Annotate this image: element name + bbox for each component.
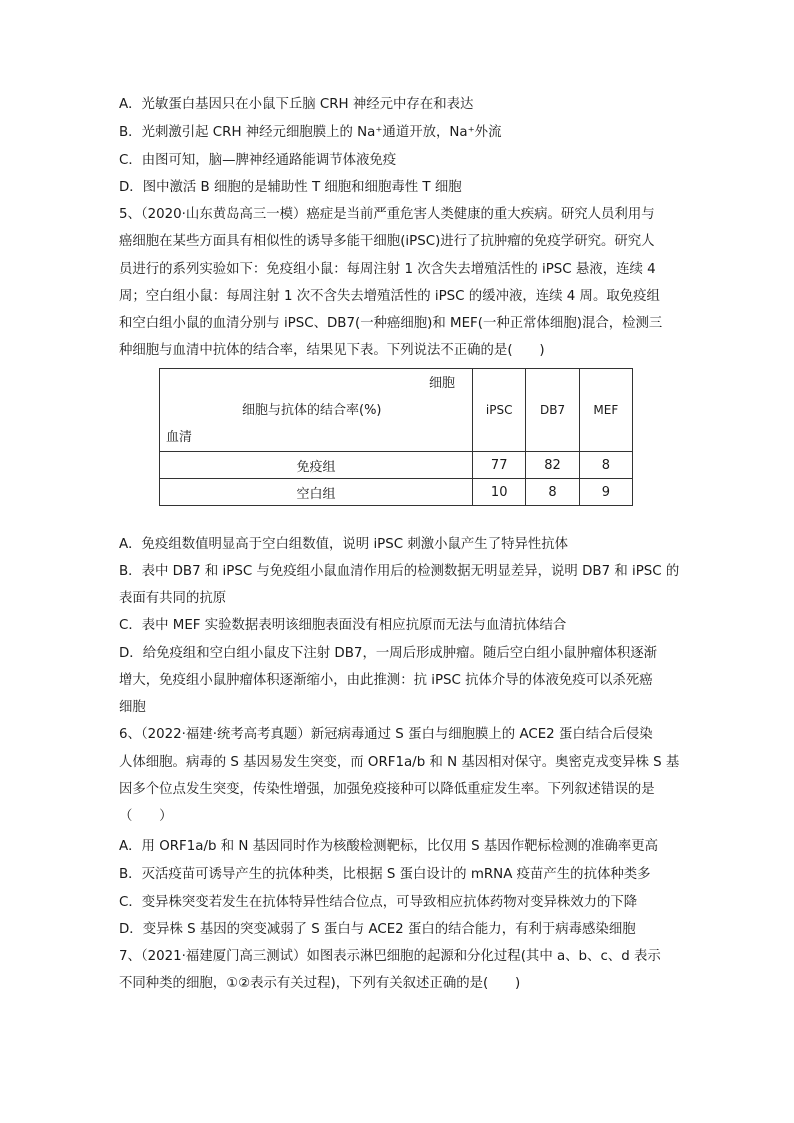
table-cell: 8 [526,479,579,506]
question-6-text: 人体细胞。病毒的 S 基因易发生突变，而 ORF1a/b 和 N 基因相对保守。奥密克戎变异株 S 基 [119,755,680,770]
option-a: A．用 ORF1a/b 和 N 基因同时作为核酸检测靶标，比仅用 S 基因作靶标检测的准确率更高 [119,839,658,854]
question-6-text: 因多个位点发生突变，传染性增强，加强免疫接种可以降低重症发生率。下列叙述错误的是 [119,782,655,797]
row-label: 空白组 [160,479,473,506]
option-b-continued: 表面有共同的抗原 [119,591,227,606]
option-d-continued: 细胞 [119,700,146,715]
table-cell: 8 [579,452,632,479]
table-cell: 77 [473,452,526,479]
option-c: C．由图可知，脑—脾神经通路能调节体液免疫 [119,153,397,168]
question-6-text: 6、（2022·福建·统考高考真题）新冠病毒通过 S 蛋白与细胞膜上的 ACE2 蛋白结合后侵染 [119,727,653,742]
option-c: C．变异株突变若发生在抗体特异性结合位点，可导致相应抗体药物对变异株效力的下降 [119,895,638,910]
table-row [160,479,633,506]
option-d-continued: 增大，免疫组小鼠肿瘤体积逐渐缩小，由此推测：抗 iPSC 抗体介导的体液免疫可以杀死癌 [119,673,653,688]
option-b: B．灭活疫苗可诱导产生的抗体种类，比根据 S 蛋白设计的 mRNA 疫苗产生的抗体种类多 [119,867,651,882]
option-d: D．变异株 S 基因的突变减弱了 S 蛋白与 ACE2 蛋白的结合能力，有利于病毒感染细胞 [119,922,636,937]
option-c: C．表中 MEF 实验数据表明该细胞表面没有相应抗原而无法与血清抗体结合 [119,618,567,633]
question-6-answer-blank: （ ） [119,809,173,824]
question-5-text: 和空白组小鼠的血清分别与 iPSC、DB7(一种癌细胞)和 MEF(一种正常体细胞)混合，检测三 [119,316,663,331]
option-b: B．表中 DB7 和 iPSC 与免疫组小鼠血清作用后的检测数据无明显差异，说明 DB7 和 iPSC 的 [119,564,680,579]
table-cell: 82 [526,452,579,479]
question-5-text: 员进行的系列实验如下：免疫组小鼠：每周注射 1 次含失去增殖活性的 iPSC 悬液，连续 4 [119,262,656,277]
table-cell: 10 [473,479,526,506]
header-cell-label: 细胞 [428,376,455,391]
column-header-mef: MEF [579,369,632,452]
question-5-text: 5、（2020·山东黄岛高三一模）癌症是当前严重危害人类健康的重大疾病。研究人员利用与 [119,207,655,222]
option-d: D．给免疫组和空白组小鼠皮下注射 DB7，一周后形成肿瘤。随后空白组小鼠肿瘤体积逐渐 [119,646,658,661]
binding-rate-table [159,368,633,506]
column-header-ipsc: iPSC [473,369,526,452]
question-7-text: 7、（2021·福建厦门高三测试）如图表示淋巴细胞的起源和分化过程(其中 a、b、c、d 表示 [119,949,661,964]
column-header-db7: DB7 [526,369,579,452]
question-5-text: 癌细胞在某些方面具有相似性的诱导多能干细胞(iPSC)进行了抗肿瘤的免疫学研究。研究人 [119,234,655,249]
option-b: B．光刺激引起 CRH 神经元细胞膜上的 Na⁺通道开放，Na⁺外流 [119,125,502,140]
diagonal-header-cell [160,369,473,452]
row-label: 免疫组 [160,452,473,479]
table-cell: 9 [579,479,632,506]
question-5-text: 周；空白组小鼠：每周注射 1 次不含失去增殖活性的 iPSC 的缓冲液，连续 4 周。取免疫组 [119,289,660,304]
table-row [160,452,633,479]
question-7-text: 不同种类的细胞，①②表示有关过程)，下列有关叙述正确的是( ) [119,976,521,991]
header-serum-label: 血清 [166,430,193,445]
header-title: 细胞与抗体的结合率(%) [242,403,382,418]
option-a: A．光敏蛋白基因只在小鼠下丘脑 CRH 神经元中存在和表达 [119,97,474,112]
option-a: A．免疫组数值明显高于空白组数值，说明 iPSC 刺激小鼠产生了特异性抗体 [119,537,569,552]
option-d: D．图中激活 B 细胞的是辅助性 T 细胞和细胞毒性 T 细胞 [119,180,462,195]
question-5-text: 种细胞与血清中抗体的结合率，结果见下表。下列说法不正确的是( ) [119,343,545,358]
